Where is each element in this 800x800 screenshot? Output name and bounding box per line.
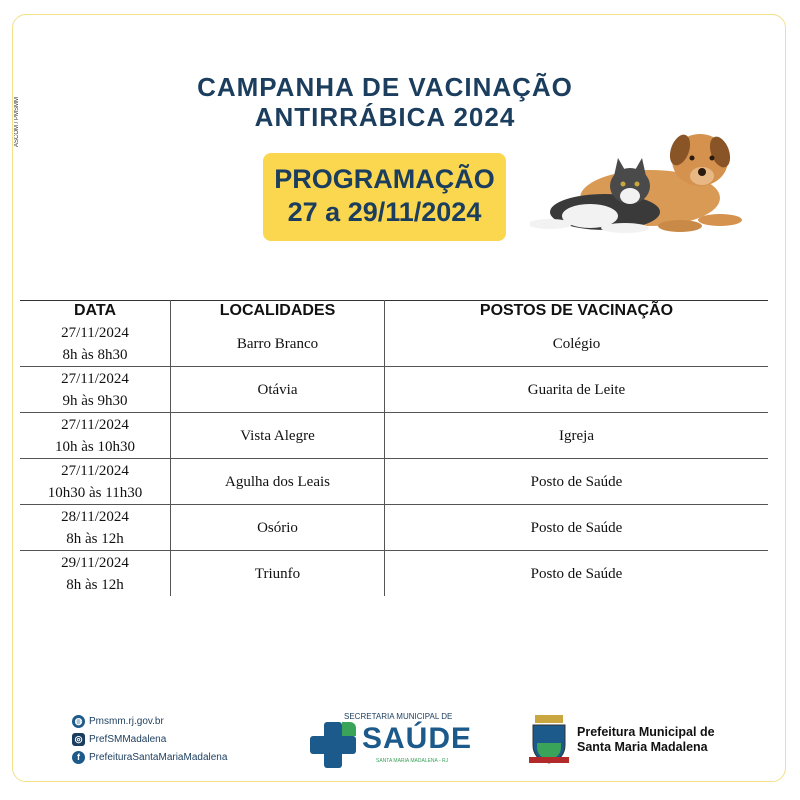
date-cell	[20, 413, 171, 459]
post-cell: Colégio	[385, 321, 769, 367]
schedule-badge	[263, 153, 506, 241]
instagram-text: PrefSMMadalena	[89, 733, 167, 745]
locality-cell: Agulha dos Leais	[171, 459, 385, 505]
date: 28/11/2024	[61, 508, 129, 525]
facebook-link[interactable]	[72, 748, 227, 766]
date: 27/11/2024	[61, 416, 129, 433]
badge-label: PROGRAMAÇÃO	[274, 164, 495, 194]
locality-cell: Triunfo	[171, 551, 385, 597]
city-hall-logo	[527, 713, 757, 768]
header-localities: LOCALIDADES	[171, 301, 385, 322]
health-department-word: SAÚDE	[362, 722, 473, 755]
post-cell: Posto de Saúde	[385, 505, 769, 551]
health-department-logo	[306, 712, 473, 772]
time: 10h30 às 11h30	[47, 484, 143, 501]
table-row	[20, 505, 768, 551]
header-date: DATA	[20, 301, 171, 322]
post-cell: Posto de Saúde	[530, 565, 623, 582]
city-hall-name	[577, 725, 715, 755]
locality-cell: Vista Alegre	[171, 413, 385, 459]
locality-cell: Osório	[171, 505, 385, 551]
title-line-2: ANTIRRÁBICA 2024	[254, 102, 516, 132]
instagram-link[interactable]	[72, 730, 227, 748]
health-department-city: SANTA MARIA MADALENA - RJ	[376, 758, 449, 764]
post-cell: Guarita de Leite	[385, 367, 769, 413]
time: 8h às 12h	[66, 576, 124, 593]
health-cross-icon	[306, 718, 360, 772]
table-header-row	[20, 301, 768, 322]
time: 10h às 10h30	[55, 438, 135, 455]
locality-cell: Otávia	[171, 367, 385, 413]
date-cell	[20, 505, 171, 551]
title-line-1: CAMPANHA DE VACINAÇÃO	[197, 72, 573, 102]
website-link[interactable]	[72, 712, 227, 730]
table-row	[20, 367, 768, 413]
website-text: Pmsmm.rj.gov.br	[89, 715, 164, 727]
city-hall-line-1: Prefeitura Municipal de	[577, 725, 715, 739]
vaccination-schedule-table	[20, 300, 768, 596]
dog-and-cat-illustration	[530, 120, 750, 250]
date-cell	[20, 459, 171, 505]
date-cell	[20, 551, 171, 597]
time: 9h às 9h30	[62, 392, 128, 409]
city-hall-line-2: Santa Maria Madalena	[577, 740, 708, 754]
table-row	[20, 459, 768, 505]
table-row	[20, 321, 768, 367]
date: 29/11/2024	[61, 554, 129, 571]
time: 8h às 8h30	[62, 346, 128, 363]
date: 27/11/2024	[61, 324, 129, 341]
post-cell: Posto de Saúde	[385, 459, 769, 505]
facebook-icon: f	[72, 751, 85, 764]
table-row	[20, 413, 768, 459]
locality-cell: Barro Branco	[171, 321, 385, 367]
badge-dates: 27 a 29/11/2024	[287, 197, 482, 227]
date-cell	[20, 321, 171, 367]
time: 8h às 12h	[66, 530, 124, 547]
globe-icon: ◍	[72, 715, 85, 728]
header-vaccination-posts: POSTOS DE VACINAÇÃO	[385, 301, 769, 322]
table-row	[20, 551, 768, 597]
photo-credit: ASCOM / PMSMM	[14, 97, 20, 148]
contact-links	[72, 712, 227, 766]
instagram-icon: ◎	[72, 733, 85, 746]
date: 27/11/2024	[61, 370, 129, 387]
city-coat-of-arms-icon	[527, 713, 571, 765]
facebook-text: PrefeituraSantaMariaMadalena	[89, 751, 228, 763]
date-cell	[20, 367, 171, 413]
post-cell: Igreja	[385, 413, 769, 459]
date: 27/11/2024	[61, 462, 129, 479]
health-department-label: SECRETARIA MUNICIPAL DE	[344, 712, 453, 721]
